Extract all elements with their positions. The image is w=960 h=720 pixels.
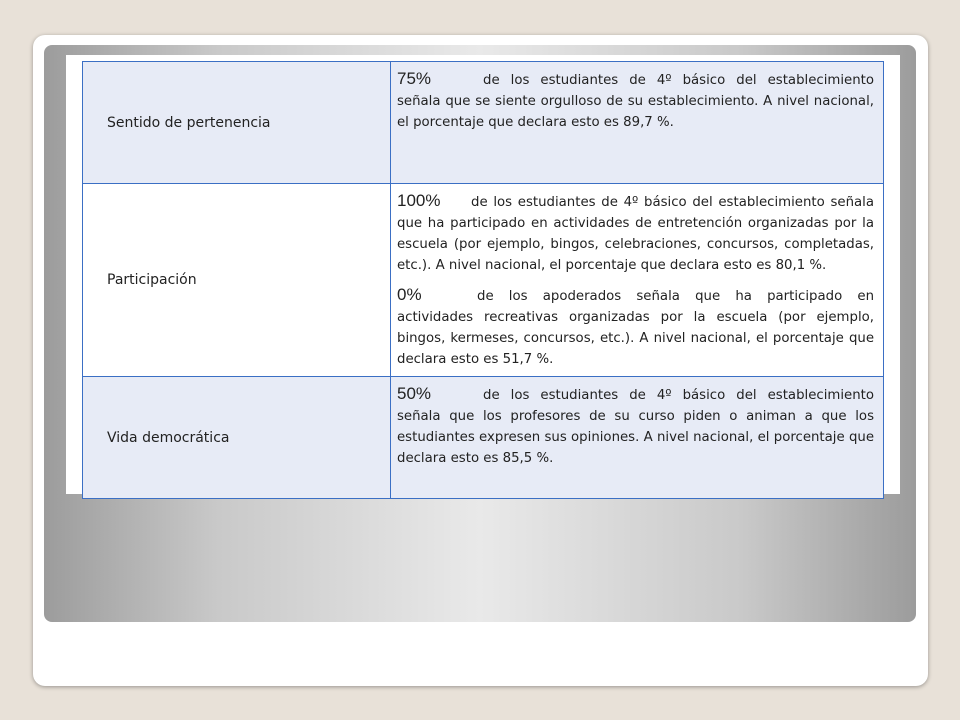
description-paragraph	[397, 385, 874, 469]
description-text: de los estudiantes de 4º básico del establecimiento señala que se siente orgulloso de su establecimiento. A nivel nacional, el porcentaje que declara esto es 89,7 %.	[397, 73, 874, 130]
percentage-value: 50%	[397, 384, 432, 403]
row-description	[391, 62, 884, 184]
table-row-democratic-life	[83, 377, 884, 499]
table-row-participation	[83, 184, 884, 377]
row-label: Participación	[83, 184, 391, 377]
percentage-value: 100%	[397, 191, 441, 210]
description-paragraph	[397, 286, 874, 370]
percentage-value: 75%	[397, 69, 432, 88]
report-image	[66, 55, 900, 494]
description-paragraph	[397, 192, 874, 276]
table-row-belonging	[83, 62, 884, 184]
description-text: de los estudiantes de 4º básico del establecimiento señala que ha participado en actividades de entretención organizadas por la escuela (por ejemplo, bingos, celebraciones, concursos, completadas, etc.). A nivel nacional, el porcentaje que declara esto es 80,1 %.	[397, 195, 874, 273]
description-text: de los estudiantes de 4º básico del establecimiento señala que los profesores de su curso piden o animan a que los estudiantes expresen sus opiniones. A nivel nacional, el porcentaje que declara esto es 85,5 %.	[397, 388, 874, 466]
percentage-value: 0%	[397, 285, 422, 304]
description-text: de los apoderados señala que ha participado en actividades recreativas organizadas por la escuela (por ejemplo, bingos, kermeses, concursos, etc.). A nivel nacional, el porcentaje que declara esto es 51,7 %.	[397, 289, 874, 367]
school-climate-table	[82, 61, 884, 499]
row-description	[391, 184, 884, 377]
row-description	[391, 377, 884, 499]
row-label: Sentido de pertenencia	[83, 62, 391, 184]
row-label: Vida democrática	[83, 377, 391, 499]
description-paragraph	[397, 70, 874, 133]
